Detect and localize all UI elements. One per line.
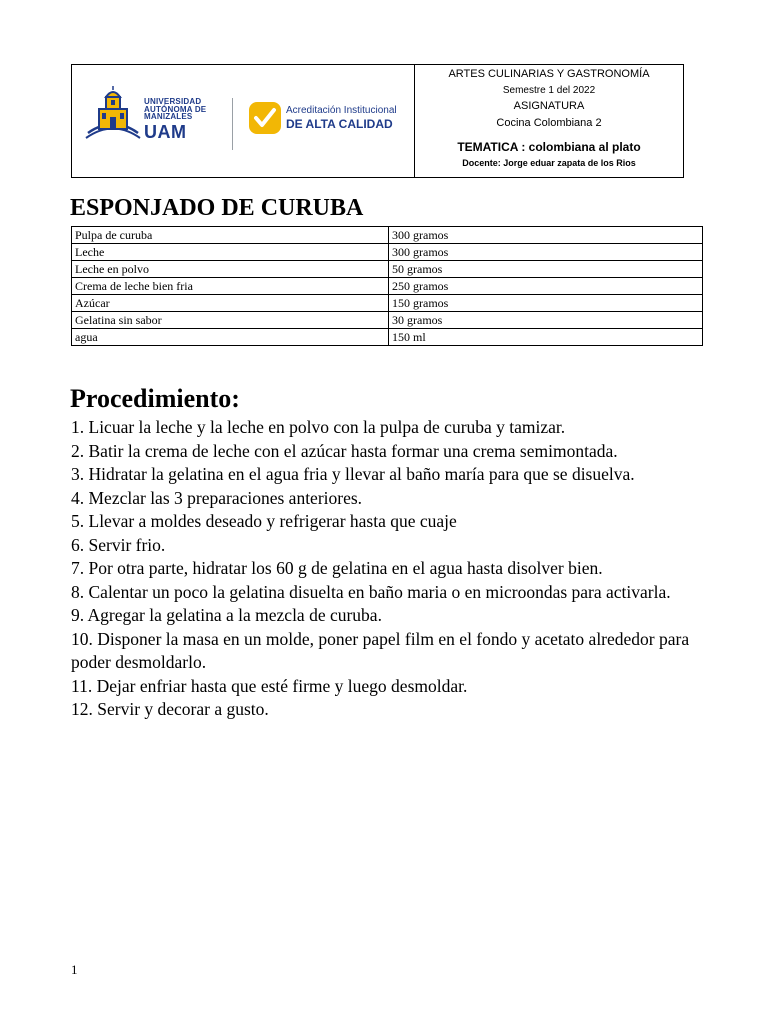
- ingredient-qty: 150 ml: [389, 329, 703, 346]
- procedure-step: 6. Servir frio.: [71, 534, 166, 555]
- table-row: [72, 244, 703, 261]
- procedure-step: 8. Calentar un poco la gelatina disuelta en baño maria o en microondas para activarla.: [71, 581, 671, 602]
- uam-wordmark: [144, 98, 206, 141]
- logo-divider: [232, 98, 233, 150]
- procedure-step: 4. Mezclar las 3 preparaciones anteriores.: [71, 487, 363, 508]
- ingredient-name: Pulpa de curuba: [72, 227, 389, 244]
- table-row: [72, 312, 703, 329]
- procedure-steps: [71, 416, 711, 722]
- semester: Semestre 1 del 2022: [502, 85, 596, 96]
- ingredient-qty: 300 gramos: [389, 244, 703, 261]
- uam-building-logo: [84, 85, 142, 141]
- accreditation-text: [286, 105, 397, 131]
- ingredient-name: Azúcar: [72, 295, 389, 312]
- teacher: Docente: Jorge eduar zapata de los Rios: [462, 158, 636, 168]
- page-number: 1: [71, 962, 78, 977]
- procedure-step: 3. Hidratar la gelatina en el agua fria y llevar al baño maría para que se disuelva.: [71, 464, 635, 484]
- procedure-step: 2. Batir la crema de leche con el azúcar hasta formar una crema semimontada.: [71, 440, 618, 461]
- uam-line-1: UNIVERSIDAD: [144, 97, 202, 106]
- ingredient-qty: 300 gramos: [389, 227, 703, 244]
- ingredient-name: Leche: [72, 244, 389, 261]
- accreditation-line-1: Acreditación Institucional: [286, 105, 397, 116]
- subject-label: ASIGNATURA: [513, 100, 585, 112]
- theme: TEMATICA : colombiana al plato: [457, 140, 641, 154]
- table-row: [72, 227, 703, 244]
- ingredient-qty: 30 gramos: [389, 312, 703, 329]
- ingredient-name: agua: [72, 329, 389, 346]
- procedure-step: 12. Servir y decorar a gusto.: [71, 699, 269, 719]
- procedure-title: Procedimiento:: [70, 384, 240, 413]
- table-row: [72, 261, 703, 278]
- ingredient-qty: 250 gramos: [389, 278, 703, 295]
- subject-name: Cocina Colombiana 2: [496, 117, 602, 129]
- logo-cell: [72, 65, 415, 177]
- document-header: [71, 64, 684, 178]
- procedure-step: 7. Por otra parte, hidratar los 60 g de gelatina en el agua hasta disolver bien.: [71, 558, 603, 578]
- procedure-step: 9. Agregar la gelatina a la mezcla de curuba.: [71, 605, 382, 625]
- ingredient-name: Leche en polvo: [72, 261, 389, 278]
- ingredient-qty: 50 gramos: [389, 261, 703, 278]
- table-row: [72, 295, 703, 312]
- procedure-step: 11. Dejar enfriar hasta que esté firme y luego desmoldar.: [71, 675, 468, 696]
- course-info-cell: [415, 65, 683, 177]
- ingredients-table: [71, 226, 703, 346]
- uam-line-3: MANIZALES: [144, 112, 193, 122]
- accreditation-line-2: DE ALTA CALIDAD: [286, 117, 393, 131]
- table-row: [72, 329, 703, 346]
- uam-line-2: AUTÓNOMA DE: [144, 104, 207, 114]
- recipe-title: ESPONJADO DE CURUBA: [70, 195, 364, 221]
- ingredient-name: Crema de leche bien fria: [72, 278, 389, 295]
- procedure-step: 1. Licuar la leche y la leche en polvo con la pulpa de curuba y tamizar.: [71, 417, 566, 437]
- ingredient-qty: 150 gramos: [389, 295, 703, 312]
- procedure-step: 10. Disponer la masa en un molde, poner papel film en el fondo y acetato alrededor para poder desmoldarlo.: [71, 628, 690, 672]
- accreditation-check-icon: [248, 101, 282, 135]
- uam-abbr: UAM: [144, 121, 187, 142]
- procedure-step: 5. Llevar a moldes deseado y refrigerar hasta que cuaje: [71, 511, 457, 531]
- table-row: [72, 278, 703, 295]
- ingredient-name: Gelatina sin sabor: [72, 312, 389, 329]
- program-name: ARTES CULINARIAS Y GASTRONOMÍA: [448, 68, 650, 80]
